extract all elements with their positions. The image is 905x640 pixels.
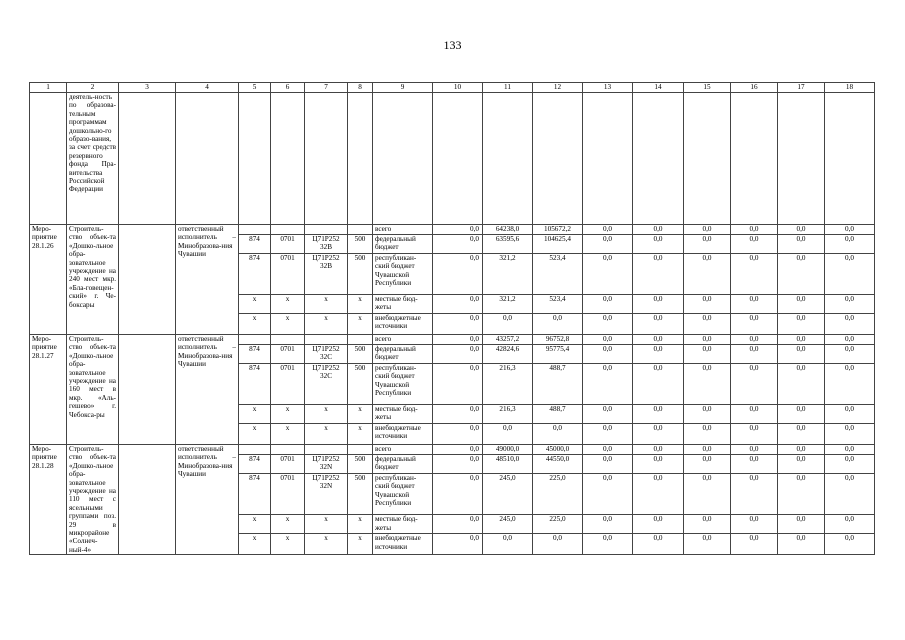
amount-cell: 63595,6 xyxy=(483,235,533,254)
funding-source-cell: всего xyxy=(373,445,433,455)
section-code-cell: 0701 xyxy=(271,455,305,474)
amount-cell: 64238,0 xyxy=(483,225,533,235)
amount-cell: 0,0 xyxy=(633,225,684,235)
gov-code-cell: x xyxy=(239,515,271,534)
amount-cell: 0,0 xyxy=(825,345,875,364)
amount-cell: 0,0 xyxy=(684,405,731,424)
funding-source-cell: республикан-ский бюджет Чувашской Республики xyxy=(373,474,433,515)
section-code-cell: 0701 xyxy=(271,474,305,515)
header-cell: 15 xyxy=(684,83,731,93)
target-code-cell: x xyxy=(305,295,348,314)
header-cell: 14 xyxy=(633,83,684,93)
amount-cell: 0,0 xyxy=(433,254,483,295)
amount-cell: 0,0 xyxy=(633,445,684,455)
amount-cell: 0,0 xyxy=(583,424,633,445)
amount-cell: 0,0 xyxy=(778,455,825,474)
amount-cell: 0,0 xyxy=(778,445,825,455)
amount-cell: 0,0 xyxy=(778,345,825,364)
amount-cell: 0,0 xyxy=(684,254,731,295)
target-code-cell: Ц71Р252 32В xyxy=(305,254,348,295)
amount-cell: 0,0 xyxy=(731,515,778,534)
amount-cell: 488,7 xyxy=(533,405,583,424)
amount-cell: 225,0 xyxy=(533,515,583,534)
amount-cell: 0,0 xyxy=(778,225,825,235)
section-code-cell xyxy=(271,445,305,455)
amount-cell: 0,0 xyxy=(583,445,633,455)
section-code-cell: 0701 xyxy=(271,364,305,405)
amount-cell: 0,0 xyxy=(583,335,633,345)
amount-cell: 0,0 xyxy=(731,295,778,314)
amount-cell: 0,0 xyxy=(778,534,825,555)
funding-source-cell: всего xyxy=(373,335,433,345)
amount-cell: 0,0 xyxy=(684,314,731,335)
amount-cell: 0,0 xyxy=(633,455,684,474)
expense-type-cell: 500 xyxy=(348,474,373,515)
amount-cell: 245,0 xyxy=(483,515,533,534)
expense-type-cell: 500 xyxy=(348,254,373,295)
amount-cell: 0,0 xyxy=(583,225,633,235)
section-code-cell xyxy=(271,335,305,345)
target-code-cell: x xyxy=(305,515,348,534)
amount-cell: 523,4 xyxy=(533,254,583,295)
amount-cell: 0,0 xyxy=(825,364,875,405)
amount-cell: 0,0 xyxy=(633,254,684,295)
amount-cell: 225,0 xyxy=(533,474,583,515)
budget-table xyxy=(29,82,875,555)
amount-cell: 0,0 xyxy=(583,455,633,474)
amount-cell: 0,0 xyxy=(825,225,875,235)
amount-cell: 0,0 xyxy=(825,235,875,254)
event-label: Меро-приятие 28.1.28 xyxy=(30,445,67,555)
amount-cell: 0,0 xyxy=(731,314,778,335)
amount-cell: 0,0 xyxy=(825,445,875,455)
amount-cell: 0,0 xyxy=(433,445,483,455)
target-code-cell: Ц71Р252 32N xyxy=(305,455,348,474)
amount-cell: 0,0 xyxy=(433,534,483,555)
gov-code-cell: 874 xyxy=(239,345,271,364)
amount-cell: 0,0 xyxy=(731,254,778,295)
continuation-row xyxy=(30,93,875,225)
amount-cell: 0,0 xyxy=(778,235,825,254)
expense-type-cell: x xyxy=(348,314,373,335)
amount-cell: 0,0 xyxy=(533,424,583,445)
amount-cell: 0,0 xyxy=(825,515,875,534)
amount-cell: 0,0 xyxy=(684,235,731,254)
amount-cell: 0,0 xyxy=(433,364,483,405)
amount-cell: 0,0 xyxy=(731,364,778,405)
amount-cell: 48510,0 xyxy=(483,455,533,474)
amount-cell: 0,0 xyxy=(731,235,778,254)
amount-cell: 0,0 xyxy=(731,445,778,455)
amount-cell: 0,0 xyxy=(433,455,483,474)
target-code-cell xyxy=(305,225,348,235)
amount-cell: 0,0 xyxy=(633,335,684,345)
expense-type-cell: 500 xyxy=(348,364,373,405)
amount-cell: 245,0 xyxy=(483,474,533,515)
event-name: Строитель-ство объек-та «Дошко-льное обра-зовательное учреждение на 110 мест с ясельными группами поз. 29 в микрорайоне «Солнеч-ный-4» xyxy=(67,445,119,555)
amount-cell: 321,2 xyxy=(483,295,533,314)
event-label: Меро-приятие 28.1.27 xyxy=(30,335,67,445)
amount-cell: 0,0 xyxy=(684,345,731,364)
funding-source-cell: федеральный бюджет xyxy=(373,345,433,364)
amount-cell: 0,0 xyxy=(825,295,875,314)
funding-source-cell: внебюджетные источники xyxy=(373,314,433,335)
expense-type-cell xyxy=(348,445,373,455)
empty-cell xyxy=(119,225,176,335)
amount-cell: 216,3 xyxy=(483,405,533,424)
section-code-cell: x xyxy=(271,314,305,335)
amount-cell: 0,0 xyxy=(583,345,633,364)
amount-cell: 0,0 xyxy=(684,364,731,405)
target-code-cell: x xyxy=(305,405,348,424)
amount-cell: 0,0 xyxy=(731,405,778,424)
expense-type-cell: 500 xyxy=(348,455,373,474)
event-responsible: ответственный исполнитель – Минобразова-ния Чувашии xyxy=(176,335,239,445)
table-row xyxy=(30,445,875,455)
amount-cell: 0,0 xyxy=(731,335,778,345)
amount-cell: 0,0 xyxy=(778,295,825,314)
amount-cell: 96752,8 xyxy=(533,335,583,345)
section-code-cell: x xyxy=(271,295,305,314)
amount-cell: 105672,2 xyxy=(533,225,583,235)
amount-cell: 0,0 xyxy=(633,515,684,534)
amount-cell: 523,4 xyxy=(533,295,583,314)
target-code-cell: x xyxy=(305,424,348,445)
header-cell: 3 xyxy=(119,83,176,93)
page-number: 133 xyxy=(443,38,462,52)
amount-cell: 0,0 xyxy=(533,534,583,555)
amount-cell: 0,0 xyxy=(825,455,875,474)
amount-cell: 0,0 xyxy=(583,405,633,424)
gov-code-cell xyxy=(239,335,271,345)
target-code-cell xyxy=(305,445,348,455)
target-code-cell: Ц71Р252 32С xyxy=(305,345,348,364)
amount-cell: 0,0 xyxy=(684,474,731,515)
continuation-text: деятель-ность по образова-тельным программам дошкольно-го образо-вания, за счет средств резервного фонда Пра-вительства Российской Федерации xyxy=(67,93,119,225)
header-cell: 11 xyxy=(483,83,533,93)
amount-cell: 0,0 xyxy=(483,534,533,555)
amount-cell: 0,0 xyxy=(778,474,825,515)
amount-cell: 0,0 xyxy=(731,534,778,555)
amount-cell: 0,0 xyxy=(633,405,684,424)
expense-type-cell: x xyxy=(348,534,373,555)
amount-cell: 0,0 xyxy=(633,295,684,314)
amount-cell: 0,0 xyxy=(825,424,875,445)
amount-cell: 0,0 xyxy=(633,314,684,335)
amount-cell: 0,0 xyxy=(825,474,875,515)
amount-cell: 0,0 xyxy=(825,254,875,295)
amount-cell: 0,0 xyxy=(483,314,533,335)
header-cell: 17 xyxy=(778,83,825,93)
expense-type-cell: x xyxy=(348,515,373,534)
amount-cell: 0,0 xyxy=(583,474,633,515)
event-responsible: ответственный исполнитель – Минобразова-ния Чувашии xyxy=(176,225,239,335)
amount-cell: 0,0 xyxy=(583,254,633,295)
amount-cell: 0,0 xyxy=(684,515,731,534)
funding-source-cell: республикан-ский бюджет Чувашской Республики xyxy=(373,254,433,295)
amount-cell: 0,0 xyxy=(633,235,684,254)
funding-source-cell: федеральный бюджет xyxy=(373,455,433,474)
header-cell: 2 xyxy=(67,83,119,93)
amount-cell: 0,0 xyxy=(433,225,483,235)
gov-code-cell: 874 xyxy=(239,235,271,254)
amount-cell: 0,0 xyxy=(778,515,825,534)
header-cell: 6 xyxy=(271,83,305,93)
gov-code-cell xyxy=(239,225,271,235)
funding-source-cell: внебюджетные источники xyxy=(373,424,433,445)
amount-cell: 0,0 xyxy=(583,515,633,534)
amount-cell: 0,0 xyxy=(433,424,483,445)
gov-code-cell: 874 xyxy=(239,455,271,474)
amount-cell: 0,0 xyxy=(731,424,778,445)
amount-cell: 0,0 xyxy=(433,345,483,364)
amount-cell: 0,0 xyxy=(825,335,875,345)
amount-cell: 0,0 xyxy=(684,424,731,445)
amount-cell: 95775,4 xyxy=(533,345,583,364)
target-code-cell: Ц71Р252 32С xyxy=(305,364,348,405)
funding-source-cell: федеральный бюджет xyxy=(373,235,433,254)
section-code-cell: 0701 xyxy=(271,254,305,295)
amount-cell: 42824,6 xyxy=(483,345,533,364)
amount-cell: 0,0 xyxy=(778,424,825,445)
header-cell: 1 xyxy=(30,83,67,93)
amount-cell: 44550,0 xyxy=(533,455,583,474)
header-cell: 8 xyxy=(348,83,373,93)
header-cell: 18 xyxy=(825,83,875,93)
amount-cell: 0,0 xyxy=(633,364,684,405)
target-code-cell: x xyxy=(305,534,348,555)
amount-cell: 0,0 xyxy=(583,235,633,254)
amount-cell: 0,0 xyxy=(778,335,825,345)
amount-cell: 0,0 xyxy=(778,405,825,424)
amount-cell: 0,0 xyxy=(731,474,778,515)
header-cell: 9 xyxy=(373,83,433,93)
amount-cell: 0,0 xyxy=(483,424,533,445)
event-name: Строитель-ство объек-та «Дошко-льное обра-зовательное учреждение на 240 мест мкр. «Бла-говещен-ский» г. Че-боксары xyxy=(67,225,119,335)
section-code-cell: x xyxy=(271,405,305,424)
header-cell: 13 xyxy=(583,83,633,93)
section-code-cell: 0701 xyxy=(271,345,305,364)
gov-code-cell: x xyxy=(239,424,271,445)
funding-source-cell: республикан-ский бюджет Чувашской Республики xyxy=(373,364,433,405)
amount-cell: 0,0 xyxy=(825,534,875,555)
amount-cell: 0,0 xyxy=(533,314,583,335)
header-cell: 4 xyxy=(176,83,239,93)
expense-type-cell: x xyxy=(348,424,373,445)
header-cell: 12 xyxy=(533,83,583,93)
section-code-cell: x xyxy=(271,534,305,555)
target-code-cell xyxy=(305,335,348,345)
amount-cell: 0,0 xyxy=(433,314,483,335)
empty-cell xyxy=(119,335,176,445)
header-cell: 7 xyxy=(305,83,348,93)
gov-code-cell: 874 xyxy=(239,254,271,295)
target-code-cell: Ц71Р252 32В xyxy=(305,235,348,254)
expense-type-cell: 500 xyxy=(348,235,373,254)
amount-cell: 0,0 xyxy=(633,424,684,445)
amount-cell: 0,0 xyxy=(731,455,778,474)
amount-cell: 0,0 xyxy=(583,534,633,555)
amount-cell: 0,0 xyxy=(778,254,825,295)
target-code-cell: x xyxy=(305,314,348,335)
gov-code-cell: 874 xyxy=(239,474,271,515)
amount-cell: 0,0 xyxy=(633,474,684,515)
amount-cell: 0,0 xyxy=(633,345,684,364)
amount-cell: 0,0 xyxy=(583,364,633,405)
amount-cell: 0,0 xyxy=(583,295,633,314)
amount-cell: 321,2 xyxy=(483,254,533,295)
amount-cell: 43257,2 xyxy=(483,335,533,345)
event-responsible: ответственный исполнитель – Минобразова-ния Чувашии xyxy=(176,445,239,555)
funding-source-cell: внебюджетные источники xyxy=(373,534,433,555)
funding-source-cell: местные бюд-жеты xyxy=(373,405,433,424)
amount-cell: 0,0 xyxy=(825,314,875,335)
amount-cell: 0,0 xyxy=(778,314,825,335)
section-code-cell: 0701 xyxy=(271,235,305,254)
header-cell: 10 xyxy=(433,83,483,93)
gov-code-cell: 874 xyxy=(239,364,271,405)
funding-source-cell: местные бюд-жеты xyxy=(373,515,433,534)
section-code-cell: x xyxy=(271,424,305,445)
amount-cell: 0,0 xyxy=(684,295,731,314)
amount-cell: 0,0 xyxy=(583,314,633,335)
expense-type-cell xyxy=(348,225,373,235)
expense-type-cell xyxy=(348,335,373,345)
amount-cell: 488,7 xyxy=(533,364,583,405)
gov-code-cell: x xyxy=(239,295,271,314)
amount-cell: 0,0 xyxy=(684,445,731,455)
amount-cell: 0,0 xyxy=(731,345,778,364)
target-code-cell: Ц71Р252 32N xyxy=(305,474,348,515)
amount-cell: 0,0 xyxy=(684,335,731,345)
amount-cell: 216,3 xyxy=(483,364,533,405)
amount-cell: 0,0 xyxy=(731,225,778,235)
gov-code-cell: x xyxy=(239,314,271,335)
amount-cell: 0,0 xyxy=(433,295,483,314)
header-row xyxy=(30,83,875,93)
amount-cell: 0,0 xyxy=(684,455,731,474)
gov-code-cell xyxy=(239,445,271,455)
expense-type-cell: x xyxy=(348,295,373,314)
amount-cell: 0,0 xyxy=(633,534,684,555)
header-cell: 16 xyxy=(731,83,778,93)
expense-type-cell: x xyxy=(348,405,373,424)
event-name: Строитель-ство объек-та «Дошко-льное обра-зовательное учреждение на 160 мест в мкр. «Аль-гешево» г. Чебокса-ры xyxy=(67,335,119,445)
amount-cell: 0,0 xyxy=(433,335,483,345)
section-code-cell xyxy=(271,225,305,235)
header-cell: 5 xyxy=(239,83,271,93)
amount-cell: 0,0 xyxy=(825,405,875,424)
amount-cell: 0,0 xyxy=(433,474,483,515)
amount-cell: 0,0 xyxy=(778,364,825,405)
section-code-cell: x xyxy=(271,515,305,534)
gov-code-cell: x xyxy=(239,534,271,555)
amount-cell: 0,0 xyxy=(433,405,483,424)
funding-source-cell: местные бюд-жеты xyxy=(373,295,433,314)
expense-type-cell: 500 xyxy=(348,345,373,364)
amount-cell: 0,0 xyxy=(433,515,483,534)
amount-cell: 45000,0 xyxy=(533,445,583,455)
amount-cell: 0,0 xyxy=(684,225,731,235)
amount-cell: 0,0 xyxy=(433,235,483,254)
table-row xyxy=(30,335,875,345)
amount-cell: 0,0 xyxy=(684,534,731,555)
funding-source-cell: всего xyxy=(373,225,433,235)
event-label: Меро-приятие 28.1.26 xyxy=(30,225,67,335)
gov-code-cell: x xyxy=(239,405,271,424)
amount-cell: 104625,4 xyxy=(533,235,583,254)
amount-cell: 49000,0 xyxy=(483,445,533,455)
table-row xyxy=(30,225,875,235)
empty-cell xyxy=(119,445,176,555)
